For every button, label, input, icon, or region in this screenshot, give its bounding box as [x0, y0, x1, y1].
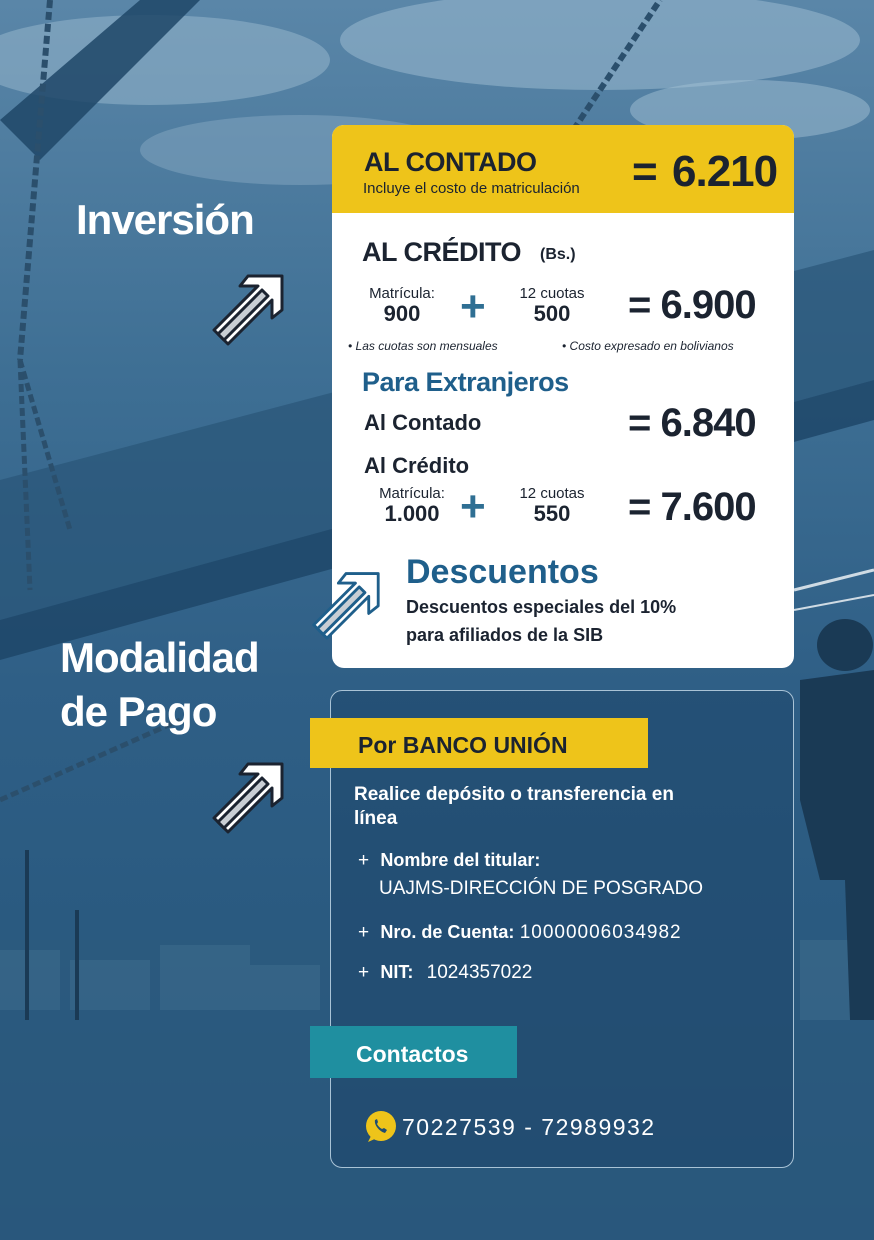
credit-note-2-text: Costo expresado en bolivianos	[569, 339, 734, 353]
foreigners-plus: +	[460, 482, 486, 531]
discounts-line-2: para afiliados de la SIB	[406, 625, 604, 645]
investment-title: Inversión	[76, 196, 254, 243]
cash-price-band	[332, 125, 794, 213]
holder-value: UAJMS-DIRECCIÓN DE POSGRADO	[379, 878, 704, 899]
credit-installments	[502, 285, 602, 326]
holder-label: Nombre del titular:	[380, 850, 541, 870]
credit-note-1-text: Las cuotas son mensuales	[355, 339, 498, 353]
cash-equals: =	[632, 147, 658, 196]
pricing-card	[332, 125, 794, 668]
foreigners-installments-label: 12 cuotas	[519, 485, 585, 502]
credit-installments-label: 12 cuotas	[519, 285, 585, 302]
foreigners-installments-value: 550	[533, 501, 571, 526]
bank-name: Por BANCO UNIÓN	[358, 732, 568, 758]
discounts-line-1: Descuentos especiales del 10%	[406, 597, 677, 617]
cash-amount: 6.210	[672, 147, 778, 196]
cash-label: AL CONTADO	[364, 147, 537, 177]
credit-enrollment	[352, 285, 452, 326]
arrow-up-right-icon	[308, 566, 382, 640]
contact-phones: 70227539 - 72989932	[402, 1114, 656, 1140]
foreigners-title: Para Extranjeros	[362, 367, 569, 397]
payment-title-line-1: Modalidad	[60, 634, 259, 681]
credit-currency: (Bs.)	[540, 246, 576, 263]
credit-enrollment-label: Matrícula:	[369, 285, 435, 302]
credit-note-2: • Costo expresado en bolivianos	[562, 339, 734, 353]
bullet: +	[358, 850, 370, 871]
foreigners-credit-total: = 7.600	[628, 485, 756, 529]
credit-installments-value: 500	[533, 301, 571, 326]
bullet: +	[358, 922, 370, 943]
nit-value: 1024357022	[426, 962, 533, 983]
account-value: 10000006034982	[519, 922, 682, 943]
contacts-title: Contactos	[356, 1041, 469, 1067]
whatsapp-icon	[364, 1110, 398, 1144]
account-row	[358, 922, 682, 944]
arrow-up-right-icon	[208, 268, 286, 346]
payment-instruction-line-1: Realice depósito o transferencia en	[354, 784, 674, 805]
nit-row	[358, 962, 532, 984]
holder-row	[358, 850, 540, 872]
foreigners-cash-total: = 6.840	[628, 401, 756, 445]
foreigners-credit-label: Al Crédito	[364, 453, 470, 478]
credit-enrollment-value: 900	[383, 301, 421, 326]
bank-banner	[310, 718, 648, 768]
bullet: +	[358, 962, 370, 983]
cash-note: Incluye el costo de matriculación	[363, 180, 580, 197]
payment-title-line-2: de Pago	[60, 688, 217, 735]
credit-total: = 6.900	[628, 283, 756, 327]
credit-plus: +	[460, 282, 486, 331]
foreigners-enrollment-label: Matrícula:	[379, 485, 445, 502]
contacts-banner	[310, 1026, 517, 1078]
payment-instruction-line-2: línea	[354, 808, 398, 829]
arrow-up-right-icon	[208, 756, 286, 834]
foreigners-cash-label: Al Contado	[364, 410, 482, 435]
foreigners-installments	[502, 485, 602, 526]
foreigners-enrollment-value: 1.000	[384, 501, 440, 526]
account-label: Nro. de Cuenta:	[380, 922, 515, 942]
nit-label: NIT:	[380, 962, 414, 982]
discounts-title: Descuentos	[406, 553, 599, 591]
credit-note-1: • Las cuotas son mensuales	[348, 339, 498, 353]
credit-label: AL CRÉDITO	[362, 237, 522, 267]
foreigners-enrollment	[362, 485, 462, 526]
